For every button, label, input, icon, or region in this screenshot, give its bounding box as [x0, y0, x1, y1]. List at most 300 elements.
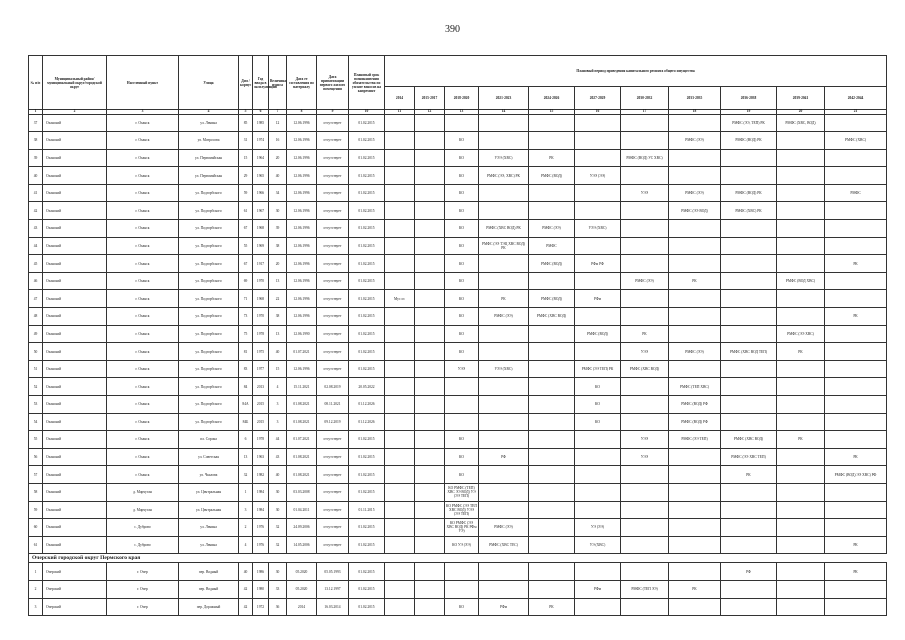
row-year: 1968 — [253, 290, 269, 308]
row-period-cell — [575, 308, 621, 326]
row-privatization-date: отсутствует — [317, 466, 349, 484]
row-year: 1980 — [253, 580, 269, 598]
row-privatization-date: отсутствует — [317, 343, 349, 361]
row-period-cell — [621, 483, 669, 501]
row-survey-date: 12.06.1996 — [287, 184, 317, 202]
row-period-cell: РМФС (ХВС ВОД) — [721, 431, 777, 449]
row-survey-date: 12.06.1996 — [287, 149, 317, 167]
row-house: 55 — [239, 237, 253, 255]
row-period-cell — [721, 598, 777, 616]
row-period-cell — [529, 343, 575, 361]
row-period-cell — [575, 272, 621, 290]
row-period-cell: КО — [445, 343, 479, 361]
row-survey-date: 12.06.1996 — [287, 237, 317, 255]
row-period-cell: КО — [445, 308, 479, 326]
row-period-cell — [621, 536, 669, 554]
row-district: Очерский — [43, 598, 107, 616]
row-obligation-date: 01.02.2015 — [349, 272, 385, 290]
row-period-cell — [777, 598, 825, 616]
row-house: 84 — [239, 378, 253, 396]
row-period-cell — [825, 580, 887, 598]
row-period-cell: РМФС (ЭЭ) — [479, 308, 529, 326]
row-number: 47 — [29, 290, 43, 308]
row-period-cell: РК — [721, 466, 777, 484]
row-survey-date: 01.08.2021 — [287, 448, 317, 466]
row-year: 1978 — [253, 431, 269, 449]
row-period-cell: РФ — [479, 448, 529, 466]
row-period-cell — [825, 360, 887, 378]
row-settlement: г. Оханск — [107, 184, 179, 202]
column-number: 12 — [415, 110, 445, 115]
row-period-cell: РМФС (ВОД) РФ — [669, 413, 721, 431]
row-period-cell — [669, 220, 721, 238]
row-wear: 3 — [269, 396, 287, 414]
row-period-cell — [669, 149, 721, 167]
row-period-cell: РК — [529, 598, 575, 616]
row-street: ул. Подгорбского — [179, 413, 239, 431]
row-number: 46 — [29, 272, 43, 290]
row-period-cell — [825, 431, 887, 449]
row-house: 85 — [239, 114, 253, 132]
row-period-cell — [777, 132, 825, 150]
row-house: 84Б — [239, 413, 253, 431]
row-district: Очерский — [43, 563, 107, 581]
row-period-cell: РФм — [479, 598, 529, 616]
row-privatization-date: отсутствует — [317, 167, 349, 185]
row-obligation-date: 01.02.2015 — [349, 598, 385, 616]
row-obligation-date: 01.02.2015 — [349, 343, 385, 361]
row-period-cell — [415, 343, 445, 361]
row-district: Оханский — [43, 466, 107, 484]
row-period-cell — [669, 501, 721, 519]
table-row — [29, 343, 887, 361]
row-period-cell: РМФС (ЭЭ ХВС ТЕП) — [721, 448, 777, 466]
row-period-cell — [721, 308, 777, 326]
row-period-cell — [529, 519, 575, 537]
row-district: Оханский — [43, 519, 107, 537]
row-district: Оханский — [43, 325, 107, 343]
column-number: 11 — [385, 110, 415, 115]
row-privatization-date: 05.05.1993 — [317, 563, 349, 581]
table-row — [29, 220, 887, 238]
row-period-cell — [415, 237, 445, 255]
row-period-cell: РМФС (ВОД) — [529, 290, 575, 308]
row-house: 15 — [239, 149, 253, 167]
row-period-cell — [479, 483, 529, 501]
row-period-cell — [415, 563, 445, 581]
row-period-cell: РМФС — [529, 237, 575, 255]
row-period-cell — [529, 448, 575, 466]
row-number: 1 — [29, 563, 43, 581]
row-period-cell — [529, 132, 575, 150]
row-privatization-date: 09.12.2019 — [317, 413, 349, 431]
row-period-cell: РМФС (ЭЭ ТЕП) — [669, 431, 721, 449]
row-period-cell: РМФС (ВОД) — [529, 167, 575, 185]
row-obligation-date: 20.05.2022 — [349, 378, 385, 396]
row-number: 55 — [29, 431, 43, 449]
row-period-cell — [479, 272, 529, 290]
row-period-cell: РМФС (ХВС ВОД) — [529, 308, 575, 326]
row-number: 2 — [29, 580, 43, 598]
row-survey-date: 12.06.1996 — [287, 360, 317, 378]
row-street: пер. Дорожный — [179, 598, 239, 616]
row-settlement: г. Оханск — [107, 237, 179, 255]
row-wear: 13 — [269, 272, 287, 290]
row-period-cell — [721, 378, 777, 396]
row-period-cell: РМФС (ЭЭ ВОД) — [669, 202, 721, 220]
row-wear: 13 — [269, 325, 287, 343]
table-row — [29, 448, 887, 466]
row-settlement: г. Оханск — [107, 290, 179, 308]
row-settlement: г. Очер — [107, 563, 179, 581]
row-period-cell — [529, 413, 575, 431]
row-number: 50 — [29, 343, 43, 361]
row-period-cell — [721, 237, 777, 255]
row-street: ул. Первомайская — [179, 167, 239, 185]
row-period-cell — [415, 501, 445, 519]
row-period-cell — [777, 536, 825, 554]
table-row — [29, 184, 887, 202]
row-street: ул. Матросова — [179, 132, 239, 150]
row-district: Оханский — [43, 167, 107, 185]
row-period-cell: РК — [825, 255, 887, 273]
row-privatization-date: отсутствует — [317, 519, 349, 537]
row-period-cell: РК — [669, 580, 721, 598]
row-period-cell: КО — [445, 220, 479, 238]
row-house: 75 — [239, 325, 253, 343]
row-period-cell — [415, 519, 445, 537]
row-period-cell — [445, 114, 479, 132]
row-period-cell — [479, 466, 529, 484]
row-period-cell — [777, 396, 825, 414]
row-period-cell — [621, 396, 669, 414]
row-wear: 20 — [269, 149, 287, 167]
row-period-cell — [385, 519, 415, 537]
row-period-cell — [621, 308, 669, 326]
row-period-cell — [825, 598, 887, 616]
row-period-cell: РК — [777, 431, 825, 449]
row-period-cell — [721, 360, 777, 378]
row-period-cell — [415, 272, 445, 290]
row-privatization-date: 02.08.2019 — [317, 378, 349, 396]
row-period-cell — [529, 563, 575, 581]
row-period-cell — [415, 202, 445, 220]
row-year: 1984 — [253, 501, 269, 519]
row-period-cell — [777, 167, 825, 185]
row-house: 6 — [239, 431, 253, 449]
row-period-cell — [415, 396, 445, 414]
row-wear: 15 — [269, 360, 287, 378]
header-period: 2021-2023 — [479, 87, 529, 110]
column-number: 8 — [287, 110, 317, 115]
row-year: 1976 — [253, 519, 269, 537]
row-period-cell: РМФС (ЭЭ) — [669, 184, 721, 202]
row-period-cell — [415, 536, 445, 554]
table-row — [29, 290, 887, 308]
row-period-cell — [479, 325, 529, 343]
row-district: Оханский — [43, 431, 107, 449]
row-period-cell — [721, 519, 777, 537]
row-period-cell — [669, 167, 721, 185]
header-survey-date: Дата ее составления по материалу — [287, 56, 317, 110]
row-number: 41 — [29, 184, 43, 202]
row-period-cell: УЭЭ (ХВС) — [479, 360, 529, 378]
row-period-cell — [415, 448, 445, 466]
row-period-cell — [445, 396, 479, 414]
row-period-cell — [415, 114, 445, 132]
row-period-cell — [621, 501, 669, 519]
row-street: ул. Подгорбского — [179, 378, 239, 396]
row-period-cell — [621, 413, 669, 431]
row-survey-date: 12.06.1996 — [287, 202, 317, 220]
header-period: 2015-2017 — [415, 87, 445, 110]
header-num: № п/п — [29, 56, 43, 110]
row-period-cell: РМФС (ЭЭ) — [621, 272, 669, 290]
row-period-cell — [777, 448, 825, 466]
row-period-cell: РФ — [721, 563, 777, 581]
row-period-cell — [621, 237, 669, 255]
row-period-cell — [415, 220, 445, 238]
row-privatization-date: отсутствует — [317, 202, 349, 220]
row-period-cell — [777, 483, 825, 501]
row-house: 32 — [239, 466, 253, 484]
row-survey-date: 01.07.2021 — [287, 343, 317, 361]
row-period-cell — [385, 237, 415, 255]
row-period-cell — [669, 466, 721, 484]
row-wear: 20 — [269, 255, 287, 273]
page-number: 390 — [445, 24, 460, 35]
row-wear: 30 — [269, 563, 287, 581]
header-period-title: Плановый период проведения капитального ремонта общего имущества — [385, 56, 887, 87]
row-period-cell — [825, 202, 887, 220]
row-period-cell — [479, 563, 529, 581]
row-period-cell: РК — [479, 290, 529, 308]
header-year: Год ввода в эксплуатацию — [253, 56, 269, 110]
row-street: ул. Ленина — [179, 519, 239, 537]
table-row — [29, 483, 887, 501]
row-period-cell — [529, 466, 575, 484]
row-period-cell — [529, 536, 575, 554]
row-obligation-date: 01.02.2015 — [349, 308, 385, 326]
table-row — [29, 563, 887, 581]
row-year: 1917 — [253, 255, 269, 273]
row-period-cell: УЭЭ — [445, 360, 479, 378]
row-period-cell — [385, 598, 415, 616]
row-year: 1965 — [253, 167, 269, 185]
row-period-cell — [575, 114, 621, 132]
row-settlement: г. Оханск — [107, 360, 179, 378]
row-period-cell — [415, 167, 445, 185]
row-period-cell — [777, 202, 825, 220]
row-period-cell — [415, 290, 445, 308]
row-period-cell: РМФС (ЭЭ ТЕП) РК — [575, 360, 621, 378]
row-period-cell: РМФС (ВОД) РК — [721, 132, 777, 150]
row-period-cell — [721, 501, 777, 519]
row-year: 2015 — [253, 396, 269, 414]
table-row — [29, 237, 887, 255]
row-settlement: г. Оханск — [107, 255, 179, 273]
row-house: 69 — [239, 272, 253, 290]
row-obligation-date: 01.12.2026 — [349, 413, 385, 431]
row-period-cell — [529, 396, 575, 414]
row-street: ул. Ленина — [179, 536, 239, 554]
row-settlement: г. Оханск — [107, 202, 179, 220]
row-period-cell: КО РМФС (ЭЭ ХВС ВОД) РК РФм УЭ) — [445, 519, 479, 537]
row-period-cell — [669, 325, 721, 343]
row-period-cell: УЭЭ (ХВС) — [575, 220, 621, 238]
row-wear: 33 — [269, 580, 287, 598]
row-period-cell — [669, 290, 721, 308]
column-number: 10 — [349, 110, 385, 115]
header-settlement: Населенный пункт — [107, 56, 179, 110]
row-obligation-date: 01.02.2015 — [349, 580, 385, 598]
row-period-cell — [825, 501, 887, 519]
row-privatization-date: отсутствует — [317, 290, 349, 308]
row-period-cell — [825, 483, 887, 501]
row-number: 61 — [29, 536, 43, 554]
column-number: 13 — [445, 110, 479, 115]
row-street: ул. Центральная — [179, 501, 239, 519]
row-privatization-date: отсутствует — [317, 237, 349, 255]
row-period-cell — [479, 202, 529, 220]
row-number: 58 — [29, 483, 43, 501]
row-period-cell: РМФС (ЭЭ ТЭЦ ХВС ВОД) РК — [479, 237, 529, 255]
column-number: 21 — [825, 110, 887, 115]
row-wear: 40 — [269, 167, 287, 185]
row-period-cell: КО — [445, 431, 479, 449]
column-number: 2 — [43, 110, 107, 115]
row-period-cell: РМФС (ЭЭ) — [479, 519, 529, 537]
table-row — [29, 132, 887, 150]
row-period-cell — [479, 378, 529, 396]
row-period-cell: УЭЭ — [621, 184, 669, 202]
row-period-cell — [575, 184, 621, 202]
row-street: ул. Подгорбского — [179, 202, 239, 220]
table-row — [29, 580, 887, 598]
row-obligation-date: 01.02.2015 — [349, 360, 385, 378]
table-row — [29, 536, 887, 554]
row-period-cell: КО — [445, 598, 479, 616]
row-period-cell — [385, 563, 415, 581]
row-obligation-date: 01.02.2015 — [349, 237, 385, 255]
row-period-cell — [385, 466, 415, 484]
table-row — [29, 114, 887, 132]
row-settlement: г. Оханск — [107, 466, 179, 484]
row-survey-date: 12.06.1996 — [287, 132, 317, 150]
row-period-cell: УЭЭ (ЭЭ) — [575, 167, 621, 185]
row-period-cell — [415, 413, 445, 431]
row-year: 1964 — [253, 149, 269, 167]
row-settlement: г. Оханск — [107, 431, 179, 449]
table-row — [29, 149, 887, 167]
row-period-cell — [385, 431, 415, 449]
row-district: Оханский — [43, 114, 107, 132]
table-row — [29, 501, 887, 519]
row-obligation-date: 01.02.2015 — [349, 184, 385, 202]
row-number: 3 — [29, 598, 43, 616]
row-wear: 30 — [269, 202, 287, 220]
row-period-cell: РМФС (ВОД) УС ХВС) — [621, 149, 669, 167]
row-survey-date: 12.06.1996 — [287, 167, 317, 185]
row-obligation-date: 01.02.2015 — [349, 448, 385, 466]
row-period-cell: РМФС (ЭЭ) — [669, 343, 721, 361]
row-wear: 39 — [269, 220, 287, 238]
row-period-cell — [529, 114, 575, 132]
row-period-cell: РК — [669, 272, 721, 290]
row-settlement: г. Оханск — [107, 272, 179, 290]
capital-repair-schedule-table — [28, 55, 887, 616]
row-period-cell — [529, 378, 575, 396]
section-title: Очерский городской округ Пермского края — [29, 554, 887, 563]
row-wear: 3 — [269, 413, 287, 431]
row-period-cell — [621, 519, 669, 537]
row-wear: 43 — [269, 448, 287, 466]
row-survey-date: 01.07.2021 — [287, 431, 317, 449]
row-survey-date: 05.2020 — [287, 563, 317, 581]
row-survey-date: 2014 — [287, 598, 317, 616]
row-period-cell — [721, 396, 777, 414]
row-period-cell — [777, 519, 825, 537]
row-period-cell — [669, 114, 721, 132]
row-district: Оханский — [43, 237, 107, 255]
row-period-cell — [669, 360, 721, 378]
row-period-cell — [777, 466, 825, 484]
row-period-cell — [385, 396, 415, 414]
row-privatization-date: отсутствует — [317, 114, 349, 132]
row-period-cell — [777, 308, 825, 326]
row-settlement: г. Оханск — [107, 132, 179, 150]
row-number: 37 — [29, 114, 43, 132]
row-period-cell — [621, 220, 669, 238]
row-district: Оханский — [43, 184, 107, 202]
row-privatization-date: отсутствует — [317, 536, 349, 554]
row-period-cell: УЭЭ (ХВС) — [479, 149, 529, 167]
row-period-cell — [825, 114, 887, 132]
row-period-cell: РМФС (ЭЭ ХВС) — [777, 325, 825, 343]
row-obligation-date: 01.12.2026 — [349, 396, 385, 414]
row-survey-date: 15.11.2021 — [287, 378, 317, 396]
row-obligation-date: 01.02.2015 — [349, 202, 385, 220]
row-obligation-date: 01.02.2015 — [349, 325, 385, 343]
row-privatization-date: 13.12.1997 — [317, 580, 349, 598]
row-period-cell — [721, 167, 777, 185]
row-period-cell — [479, 114, 529, 132]
row-period-cell — [415, 132, 445, 150]
row-house: 29 — [239, 167, 253, 185]
row-period-cell: РМФС (ВОД) — [529, 255, 575, 273]
row-wear: 4 — [269, 378, 287, 396]
row-privatization-date: отсутствует — [317, 220, 349, 238]
row-house: 71 — [239, 290, 253, 308]
row-privatization-date: отсутствует — [317, 483, 349, 501]
row-street: ул. Подгорбского — [179, 360, 239, 378]
row-settlement: г. Оханск — [107, 343, 179, 361]
row-privatization-date: отсутствует — [317, 184, 349, 202]
column-number: 5 — [239, 110, 253, 115]
column-number: 16 — [575, 110, 621, 115]
row-year: 1984 — [253, 483, 269, 501]
row-survey-date: 12.06.1990 — [287, 325, 317, 343]
row-period-cell — [479, 132, 529, 150]
row-period-cell — [777, 563, 825, 581]
row-period-cell — [825, 290, 887, 308]
row-period-cell — [825, 396, 887, 414]
row-period-cell — [825, 519, 887, 537]
row-period-cell — [825, 149, 887, 167]
row-period-cell — [777, 378, 825, 396]
row-period-cell — [385, 149, 415, 167]
row-year: 1978 — [253, 325, 269, 343]
